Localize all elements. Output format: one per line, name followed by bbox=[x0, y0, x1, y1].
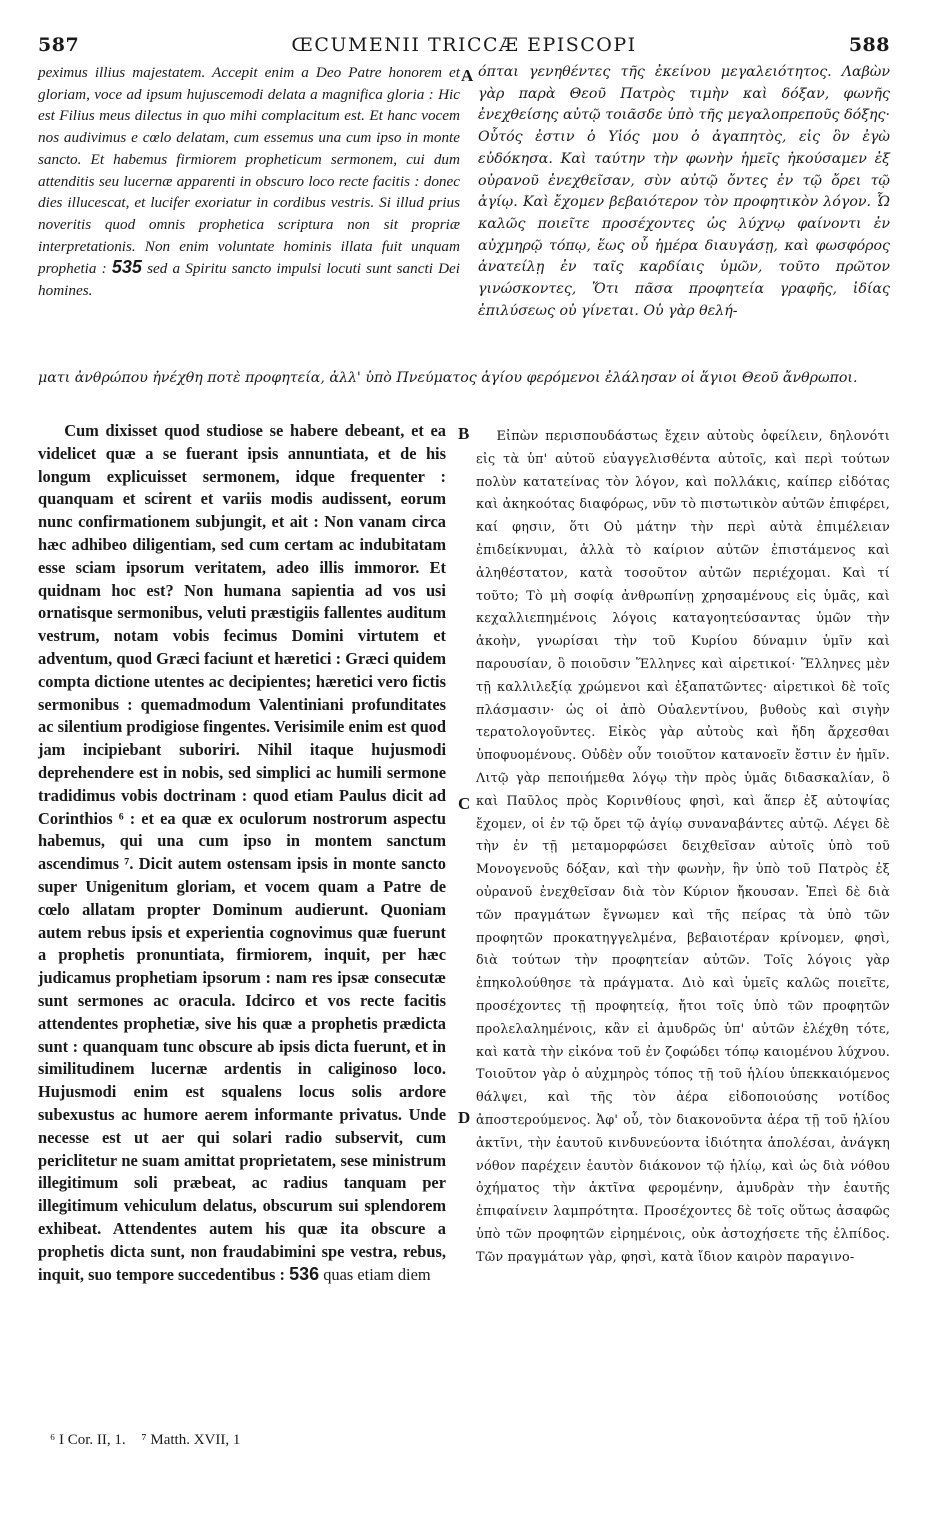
latin-commentary-tail: quas etiam diem bbox=[323, 1265, 431, 1285]
section-marker-a: A bbox=[461, 66, 474, 85]
page-number-right: 588 bbox=[848, 34, 890, 56]
column-number-535: 535 bbox=[111, 257, 142, 278]
section-marker-d: D bbox=[458, 1108, 471, 1127]
greek-scripture-continuation: ματι ἀνθρώπου ἠνέχθη ποτὲ προφητεία, ἀλλ' ὑπὸ Πνεύματος ἁγίου φερόμενοι ἐλάλησαν οἱ ἅγιοι Θεοῦ ἄνθρωποι. bbox=[38, 370, 858, 386]
latin-scripture-part-1: peximus illius majestatem. Accepit enim a Deo Patre honorem et gloriam, voce ad ipsum hujuscemodi delata a magnifica gloria : Hic est Filius meus dilectus in quo mihi complacitum est. Et hanc vocem nos audivimus e cœlo delatam, cum essemus una cum ipso in monte sancto. Et habemus firmiorem propheticum sermonem, cui dum attenditis seu lucernæ apparenti in obscuro loco recte facitis : donec dies illucescat, et lucifer exoriatur in cordibus vestris. Si illud prius noveritis quod omnis prophetica scriptura non sit propriæ interpretationis. Non enim voluntate hominis illata fuit unquam prophetia : bbox=[38, 64, 460, 278]
page-number-left: 587 bbox=[38, 34, 80, 56]
latin-scripture-part-2: sed a Spiritu sancto impulsi locuti sunt sancti Dei homines. bbox=[38, 260, 460, 300]
greek-commentary: Εἰπὼν περισπουδάστως ἔχειν αὐτοὺς ὀφείλειν, δηλονότι εἰς τὰ ὑπ' αὐτοῦ εὐαγγελισθέντα αὐτοῖς, καὶ περὶ τούτων πολὺν κατατείνας τὸν λόγον, καὶ πολλάκις, καίπερ εἰδότας καὶ ἀκηκοότας διαφόρως, νῦν τὸ πιστωτικὸν αὐτῶν ἐπιφέρει, καί φησιν, ὅτι Οὐ μάτην τὴν περὶ αὐτὰ ἐπιμέλειαν ἐπιδείκνυμαι, ἀλλὰ τὸ καίριον αὐτῶν ἐπιστάμενος καὶ ἀληθέστατον, κατὰ τοσοῦτον αὐτῶν περιέχομαι. Καὶ τί τοῦτο; Τὸ μὴ σοφίᾳ ἀνθρωπίνῃ χρησαμένους εἰς ὑμᾶς, καὶ κεχαλλιεπημένοις λόγοις καταγοητεύσαντας ὑμῶν τὴν ἀκοὴν, γνωρίσαι τὴν τοῦ Κυρίου δύναμιν ὑμῖν καὶ παρουσίαν, ὃ ποιοῦσιν Ἕλληνες καὶ αἱρετικοί· Ἕλληνες μὲν τῇ καλλιλεξίᾳ χρώμενοι καὶ ἐξαπατῶντες· αἱρετικοὶ δὲ τοῖς πλάσμασιν· ὡς οἱ ἀπὸ Οὐαλεντίνου, βυθοὺς καὶ σιγὴν τερατολογοῦντες. Εἰκὸς γὰρ αὐτοὺς καὶ ἤδη ἄρχεσθαι ὑποφυομένους. Οὐδὲν οὖν τοιοῦτον κατανοεῖν ἔστιν ἐν ἡμῖν. Λιτῷ γὰρ πεποιήμεθα λόγῳ τὴν πρὸς ὑμᾶς διδασκαλίαν, ὃ καὶ Παῦλος πρὸς Κορινθίους φησὶ, καὶ ἅπερ ἐξ αὐτοψίας ἔχομεν, οἱ ἐν τῷ ὄρει τῷ ἁγίῳ συναναβάντες αὐτῷ. Λέγει δὲ τὴν ἐν τῇ μεταμορφώσει δειχθεῖσαν αὐτοῖς ὑπὸ τοῦ Μονογενοῦς δόξαν, καὶ τὴν φωνὴν, ἣν ὑπὸ τοῦ Πατρὸς ἐξ οὐρανοῦ ἐνεχθεῖσαν διὰ τὸν Κύριον ἤκουσαν. Ἐπεὶ δὲ διὰ τῶν πραγμάτων ἔγνωμεν καὶ τῆς πείρας τὰ ὑπὸ τῶν προφητῶν προκατηγγελμένα, βεβαιοτέραν κρίνομεν, φησὶ, διὰ τούτων τὴν προφητείαν αὐτῶν. Τοῖς λόγοις γὰρ ἐπηκολούθησε τὰ πράγματα. Διὸ καὶ ὑμεῖς καλῶς ποιεῖτε, προσέχοντες τῇ προφητείᾳ, ἤτοι τοῖς ὑπὸ τῶν προφητῶν προλελαλημένοις, κἂν εἰ ἀμυδρῶς ὑπ' αὐτῶν ἐλέχθη τότε, καὶ κατὰ τὴν εἰκόνα τοῦ ἐν ζοφώδει τόπῳ καιομένου λύχνου. Τοιοῦτον γὰρ ὁ αὐχμηρὸς τόπος τῇ τοῦ ἡλίου ὑπεκκαιόμενος θάλψει, καὶ τῆς τὸν ἀέρα εἰδοποιούσης νοτίδος ἀποστερούμενος. Ἀφ' οὗ, τὸν διακονοῦντα ἀέρα τῇ τοῦ ἡλίου ἀκτῖνι, τὴν ἑαυτοῦ κινδυνεύοντα ἰδιότητα ἀπολέσαι, ἀνάγκη νόθον παρέχειν ἑαυτὸν διάκονον τῷ ἡλίῳ, καὶ ὡς διὰ νόθου ὀχήματος τὴν ἀκτῖνα φερομένην, ἀμυδρὰν τὴν ἑαυτῆς ἐπιφαίνειν λαμπρότητα. Προσέχοντες δὲ τοῖς οὕτως ἀσαφῶς ὑπὸ τῶν προφητῶν εἰρημένοις, οὐκ ἀστοχήσετε τῆς ἐλπίδος. Τῶν πραγμάτων γὰρ, φησὶ, κατὰ ἴδιον καιρὸν παραγινο- bbox=[476, 429, 890, 1265]
running-header bbox=[38, 34, 890, 60]
column-number-536: 536 bbox=[289, 1264, 320, 1285]
footnote-7: ⁷ Matth. XVII, 1 bbox=[141, 1432, 241, 1448]
latin-commentary bbox=[38, 420, 446, 1287]
latin-scripture-text bbox=[38, 62, 460, 302]
section-marker-c: C bbox=[458, 794, 471, 813]
latin-commentary-text: Cum dixisset quod studiose se habere debeant, et ea videlicet quæ a se fuerant ipsis annuntiata, et de his longum explicuisset sermonem, idque frequenter : quanquam et scirent et variis modis audissent, eorum nunc confirmationem subjungit, et ait : Non vanam circa hæc adhibeo diligentiam, sed cum certam ac indubitatam esse sciam ipsorum veritatem, adeo illis immoror. Et quidnam hoc est? Non humana sapientia ad vos usi ornatisque sermonibus, veluti præstigiis fallentes auditum vestrum, notam vobis fecimus Domini virtutem et adventum, quod Græci faciunt et hæretici : Græci quidem compta dictione utentes ac decipientes; hæretici vero fictis sermonibus : quemadmodum Valentiniani profunditates ac silentium prodigiose fingentes. Verisimile enim est quod jam incipiebant suboriri. Nihil itaque hujusmodi deprehendere est in nobis, sed simplici ac humili sermone tradidimus vobis doctrinam : quod etiam Paulus dicit ad Corinthios ⁶ : et ea quæ ex oculorum nostrorum aspectu habemus, qui una cum ipso in montem sanctum ascendimus ⁷. Dicit autem ostensam ipsis in monte sancto super Unigenitum gloriam, et vocem quam a Patre de cœlo allatam propter Dominum audierunt. Quoniam autem rebus ipsis et experientia cognovimus quæ fuerunt a prophetis pronuntiata, firmiorem, inquit, per hæc judicamus prophetiam ipsorum : nam res ipsæ consecutæ sunt sermones ac oracula. Idcirco et vos recte facitis attendentes prophetiæ, sive his quæ a prophetis prædicta sunt : quanquam tunc obscure ab ipsis dicta fuerunt, et in similitudinem lucernæ ardentis in caliginoso loco. Hujusmodi enim est squalens locus solis ardore subexustus ac humore aerem informante privatus. Unde necesse est ut aer qui solari radio subservit, cum periclitetur ne suam amittat proprietatem, sese ministrum illegitimum soli præbeat, ac radius tanquam per illegitimum vehiculum delatus, obscurum sui splendorem exhibeat. Attendentes autem his quæ ita obscure a prophetis dicta sunt, non fraudabimini spe vestra, rebus, inquit, suo tempore succedentibus : bbox=[38, 421, 446, 1285]
greek-scripture-text: όπται γενηθέντες τῆς ἐκείνου μεγαλειότητος. Λαβὼν γὰρ παρὰ Θεοῦ Πατρὸς τιμὴν καὶ δόξαν, φωνῆς ἐνεχθείσης αὐτῷ τοιᾶσδε ὑπὸ τῆς μεγαλοπρεποῦς δόξης· Οὗτός ἐστιν ὁ Υἱός μου ὁ ἀγαπητὸς, εἰς ὃν ἐγὼ εὐδόκησα. Καὶ ταύτην τὴν φωνὴν ἡμεῖς ἠκούσαμεν ἐξ οὐρανοῦ ἐνεχθεῖσαν, σὺν αὐτῷ ὄντες ἐν τῷ ὄρει τῷ ἁγίῳ. Καὶ ἔχομεν βεβαιότερον τὸν προφητικὸν λόγον. Ὧ καλῶς ποιεῖτε προσέχοντες ὡς λύχνῳ φαίνοντι ἐν αὐχμηρῷ τόπῳ, ἕως οὗ ἡμέρα διαυγάσῃ, καὶ φωσφόρος ἀνατείλῃ ἐν ταῖς καρδίαις ὑμῶν, τοῦτο πρῶτον γινώσκοντες, Ὅτι πᾶσα προφητεία γραφῆς, ἰδίας ἐπιλύσεως οὐ γίνεται. Οὐ γὰρ θελή- bbox=[478, 64, 890, 319]
footnotes bbox=[50, 1432, 650, 1449]
running-title: ŒCUMENII TRICCÆ EPISCOPI bbox=[291, 34, 637, 56]
section-marker-b: B bbox=[458, 424, 470, 443]
footnote-6: ⁶ I Cor. II, 1. bbox=[50, 1432, 126, 1448]
